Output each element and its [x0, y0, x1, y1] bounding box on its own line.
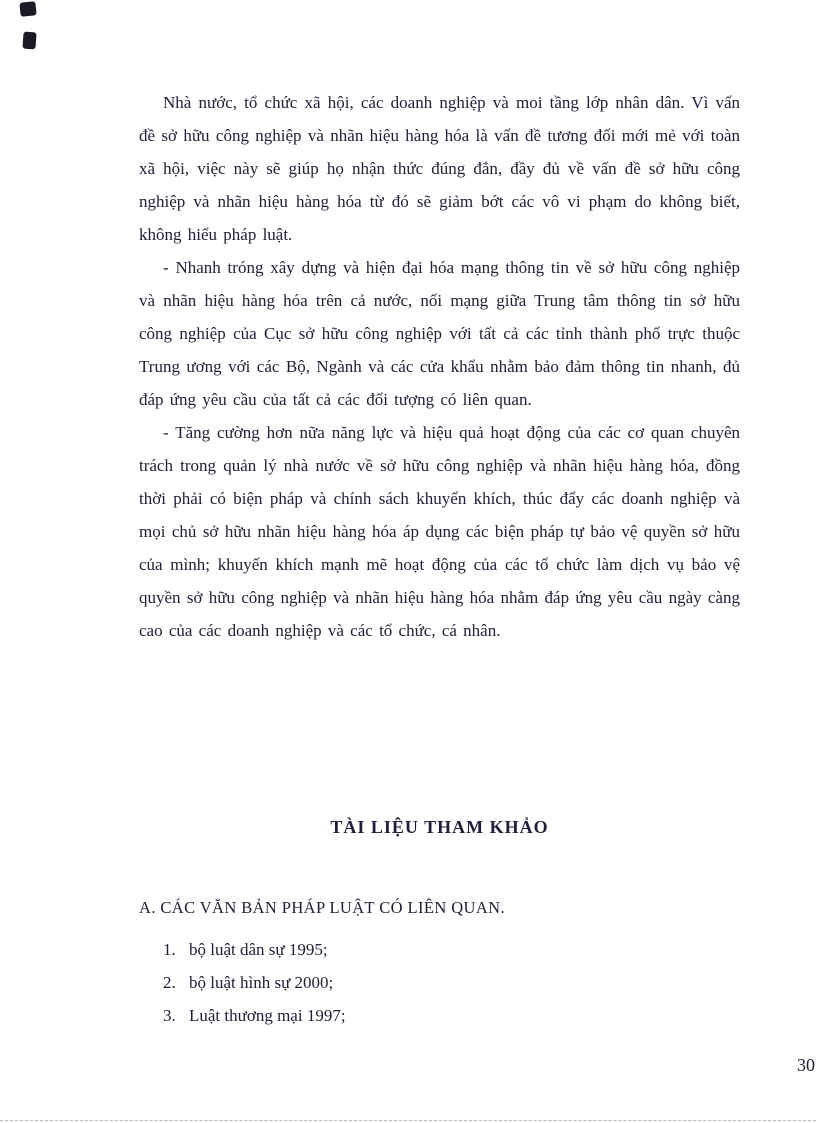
body-paragraph-2: - Nhanh tróng xây dựng và hiện đại hóa mạng thông tin về sở hữu công nghiệp và nhãn hiệu hàng hóa trên cả nước, nối mạng giữa Trung tâm thông tin sở hữu công nghiệp của Cục sở hữu công nghiệp với tất cả các tỉnh thành phố trực thuộc Trung ương với các Bộ, Ngành và các cửa khẩu nhằm bảo đảm thông tin nhanh, đủ đáp ứng yêu cầu của tất cả các đối tượng có liên quan.	[139, 258, 740, 409]
references-heading: TÀI LIỆU THAM KHẢO	[330, 817, 549, 837]
references-list	[163, 933, 740, 1032]
list-item-text: bộ luật hình sự 2000;	[189, 973, 334, 992]
list-item-number: 3.	[163, 1006, 176, 1025]
body-paragraph-3: - Tăng cường hơn nữa năng lực và hiệu quả hoạt động của các cơ quan chuyên trách trong quản lý nhà nước về sở hữu công nghiệp và nhãn hiệu hàng hóa, đồng thời phải có biện pháp và chính sách khuyến khích, thúc đẩy các doanh nghiệp và mọi chủ sở hữu nhãn hiệu hàng hóa áp dụng các biện pháp tự bảo vệ quyền sở hữu của mình; khuyến khích mạnh mẽ hoạt động của các tổ chức làm dịch vụ bảo vệ quyền sở hữu công nghiệp và nhãn hiệu hàng hóa nhằm đáp ứng yêu cầu ngày càng cao của các doanh nghiệp và các tổ chức, cá nhân.	[139, 423, 740, 640]
page-break-line	[0, 1120, 816, 1121]
scan-artifact-icon	[22, 32, 36, 50]
text-block	[139, 86, 740, 1032]
page-number: 30	[797, 1055, 815, 1075]
list-item-text: bộ luật dân sự 1995;	[189, 940, 328, 959]
list-item-number: 2.	[163, 973, 176, 992]
body-paragraph-1: Nhà nước, tổ chức xã hội, các doanh nghiệp và moi tầng lớp nhân dân. Vì vấn đề sở hữu công nghiệp và nhãn hiệu hàng hóa là vấn đề tương đối mới mẻ với toàn xã hội, việc này sẽ giúp họ nhận thức đúng đắn, đầy đủ về vấn đề sở hữu công nghiệp và nhãn hiệu hàng hóa từ đó sẽ giảm bớt các vô vi phạm do không biết, không hiểu pháp luật.	[139, 93, 740, 244]
list-item	[163, 933, 740, 966]
list-item-number: 1.	[163, 940, 176, 959]
list-item	[163, 966, 740, 999]
list-item-text: Luật thương mại 1997;	[189, 1006, 346, 1025]
list-item	[163, 999, 740, 1032]
scan-artifact-icon	[19, 1, 36, 17]
section-a-title: A. CÁC VĂN BẢN PHÁP LUẬT CÓ LIÊN QUAN.	[139, 898, 505, 917]
